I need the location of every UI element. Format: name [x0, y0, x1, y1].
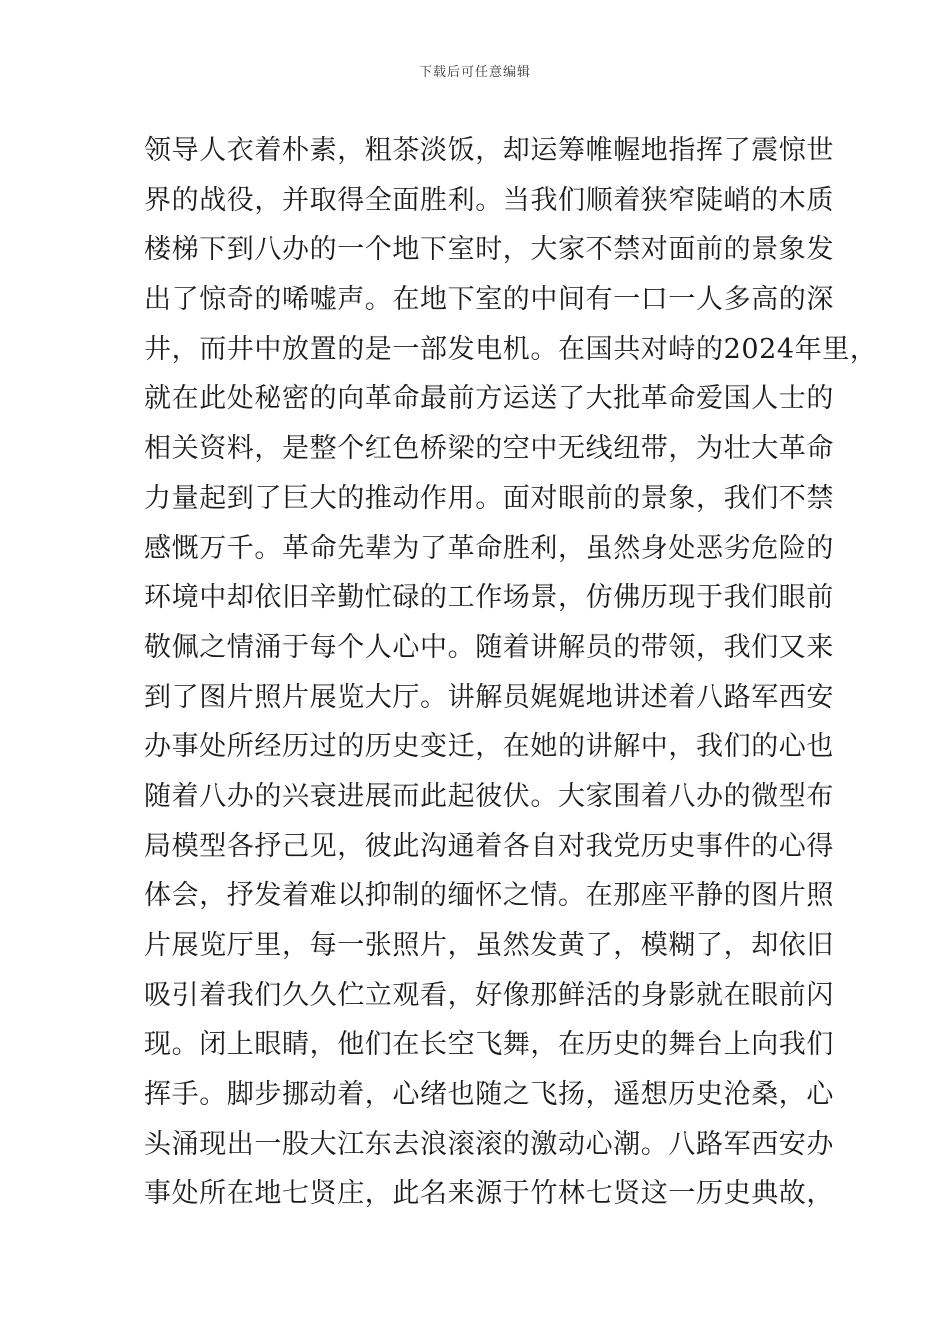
body-paragraph: [144, 126, 878, 1219]
text-line: 现。闭上眼睛，他们在长空飞舞，在历史的舞台上向我们: [144, 1029, 834, 1061]
text-line: 出了惊奇的唏嘘声。在地下室的中间有一口一人多高的深: [144, 284, 834, 316]
text-line: 头涌现出一股大江东去浪滚滚的激动心潮。八路军西安办: [144, 1128, 834, 1160]
text-line: 环境中却依旧辛勤忙碌的工作场景，仿佛历现于我们眼前: [144, 582, 834, 614]
text-line: 力量起到了巨大的推动作用。面对眼前的景象，我们不禁: [144, 482, 834, 514]
text-line: 片展览厅里，每一张照片，虽然发黄了，模糊了，却依旧: [144, 930, 834, 961]
text-line: 挥手。脚步挪动着，心绪也随之飞扬，遥想历史沧桑，心: [144, 1079, 834, 1111]
text-line: 领导人衣着朴素，粗茶淡饭，却运筹帷幄地指挥了震惊世: [144, 135, 834, 166]
text-line: 楼梯下到八办的一个地下室时，大家不禁对面前的景象发: [144, 234, 834, 266]
text-line: 体会，抒发着难以抑制的缅怀之情。在那座平静的图片照: [144, 880, 834, 912]
text-line: 吸引着我们久久伫立观看，好像那鲜活的身影就在眼前闪: [144, 979, 834, 1011]
text-line: 敬佩之情涌于每个人心中。随着讲解员的带领，我们又来: [144, 631, 834, 663]
text-line: 界的战役，并取得全面胜利。当我们顺着狭窄陡峭的木质: [144, 184, 834, 216]
page-header: 下载后可任意编辑: [418, 65, 531, 80]
text-line: 到了图片照片展览大厅。讲解员娓娓地讲述着八路军西安: [144, 681, 834, 713]
text-line: 井，而井中放置的是一部发电机。在国共对峙的2024年里，: [144, 333, 878, 365]
text-line: 就在此处秘密的向革命最前方运送了大批革命爱国人士的: [144, 383, 834, 415]
text-line: 事处所在地七贤庄，此名来源于竹林七贤这一历史典故，: [144, 1178, 834, 1210]
text-line: 感慨万千。革命先辈为了革命胜利，虽然身处恶劣危险的: [144, 532, 834, 564]
text-line: 办事处所经历过的历史变迁，在她的讲解中，我们的心也: [144, 731, 834, 763]
text-line: 相关资料，是整个红色桥梁的空中无线纽带，为壮大革命: [144, 433, 834, 465]
text-line: 随着八办的兴衰进展而此起彼伏。大家围着八办的微型布: [144, 780, 834, 812]
text-line: 局模型各抒己见，彼此沟通着各自对我党历史事件的心得: [144, 830, 834, 862]
